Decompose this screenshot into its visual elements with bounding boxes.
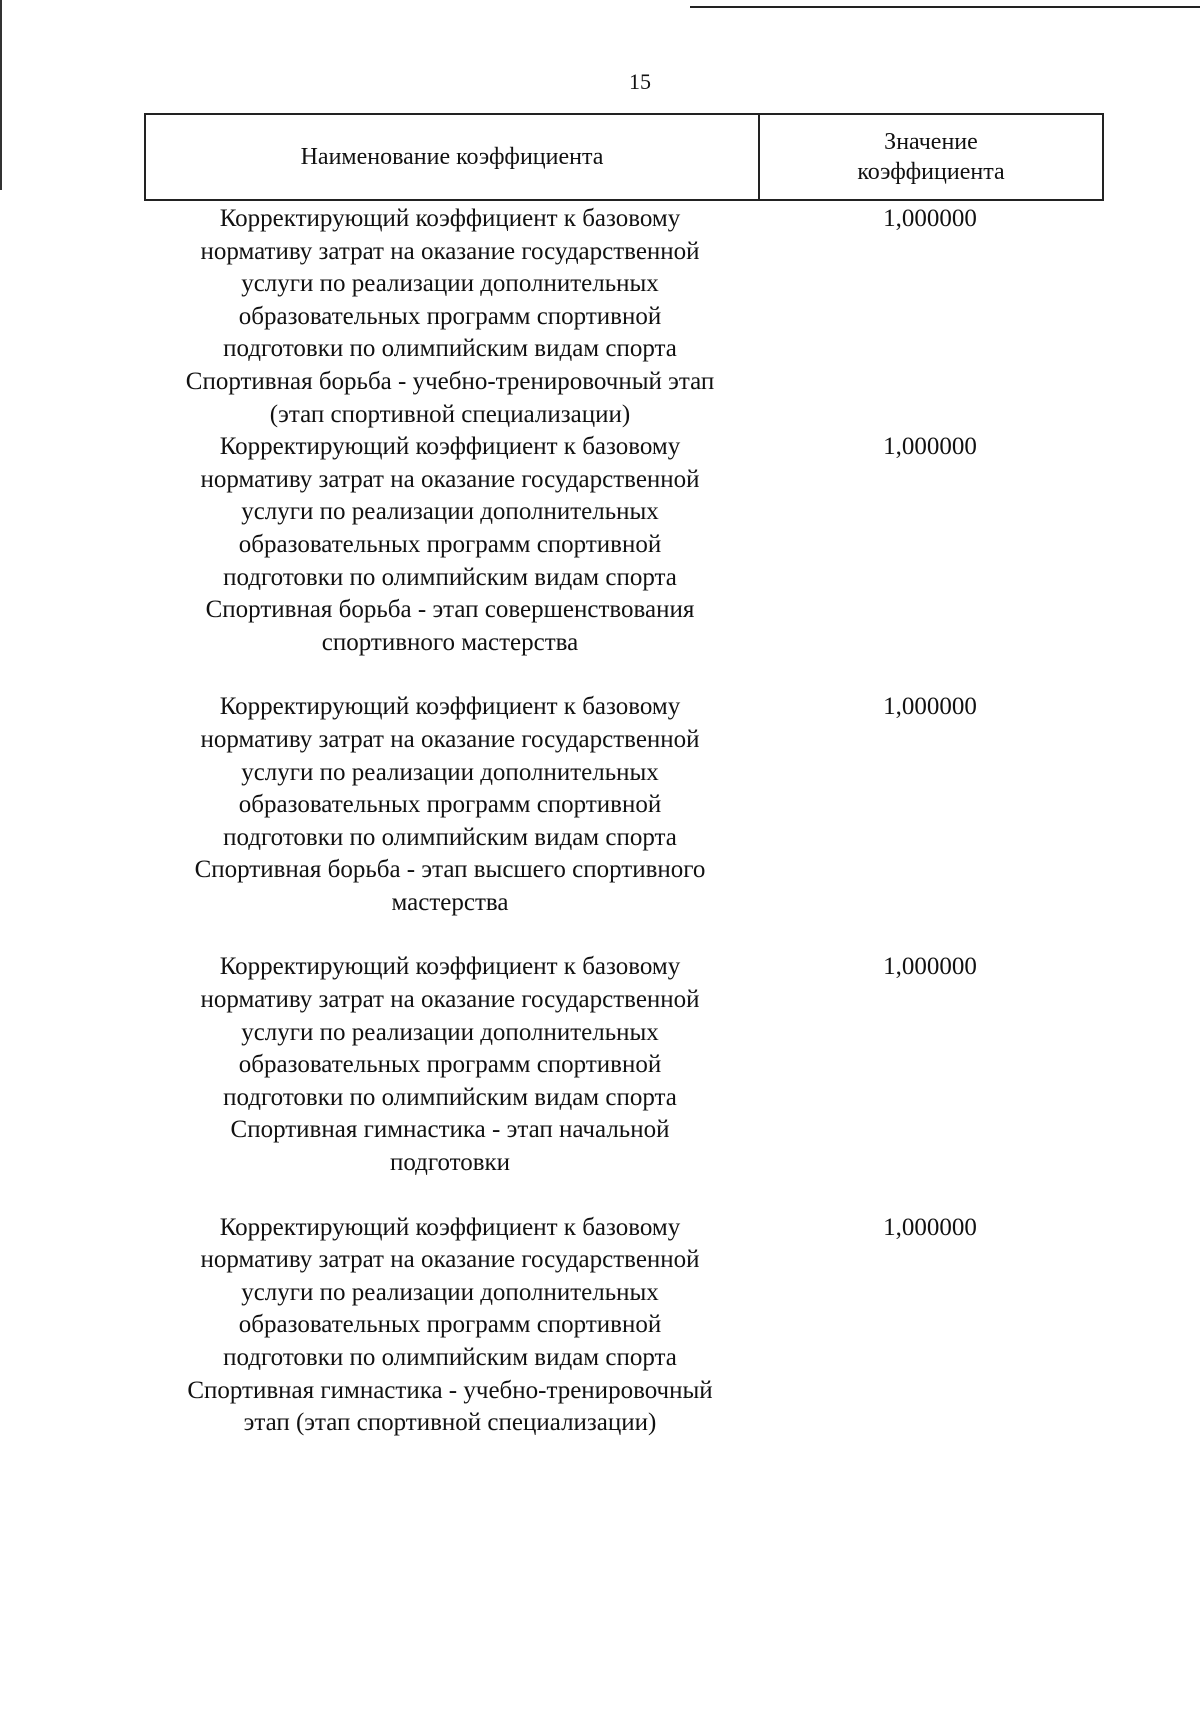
table-row <box>144 691 1104 919</box>
table-row <box>144 431 1104 659</box>
coefficient-name: Корректирующий коэффициент к базовому нормативу затрат на оказание государственной услуги по реализации дополнительных образовательных программ спортивной подготовки по олимпийским видам спорта Спортивная гимнастика - учебно-тренировочный этап (этап спортивной специализации) <box>187 1213 713 1437</box>
table-header <box>144 113 1104 201</box>
column-header-value: Значение коэффициента <box>857 129 1005 185</box>
coefficient-value: 1,000000 <box>883 953 977 981</box>
table-row <box>144 951 1104 1179</box>
coefficient-value: 1,000000 <box>883 1213 977 1241</box>
column-header-name: Наименование коэффициента <box>146 115 760 199</box>
scan-edge-line-left <box>0 0 2 190</box>
table-row <box>144 203 1104 431</box>
table-body <box>144 203 1104 1440</box>
coefficient-name: Корректирующий коэффициент к базовому нормативу затрат на оказание государственной услуги по реализации дополнительных образовательных программ спортивной подготовки по олимпийским видам спорта Спортивная борьба - этап высшего спортивного мастерства <box>194 693 706 916</box>
page-number: 15 <box>629 69 651 94</box>
coefficient-name: Корректирующий коэффициент к базовому нормативу затрат на оказание государственной услуги по реализации дополнительных образовательных программ спортивной подготовки по олимпийским видам спорта Спортивная гимнастика - этап начальной подготовки <box>200 953 700 1177</box>
scan-edge-line-top <box>690 6 1200 8</box>
coefficient-value: 1,000000 <box>883 433 977 461</box>
table-row <box>144 1212 1104 1440</box>
coefficient-name: Корректирующий коэффициент к базовому нормативу затрат на оказание государственной услуги по реализации дополнительных образовательных программ спортивной подготовки по олимпийским видам спорта Спортивная борьба - этап совершенствования спортивного мастерства <box>200 433 700 656</box>
coefficient-value: 1,000000 <box>883 693 977 721</box>
coefficient-value: 1,000000 <box>883 205 977 232</box>
coefficient-name: Корректирующий коэффициент к базовому нормативу затрат на оказание государственной услуги по реализации дополнительных образовательных программ спортивной подготовки по олимпийским видам спорта Спортивная борьба - учебно-тренировочный этап (этап спортивной специализации) <box>185 205 715 428</box>
